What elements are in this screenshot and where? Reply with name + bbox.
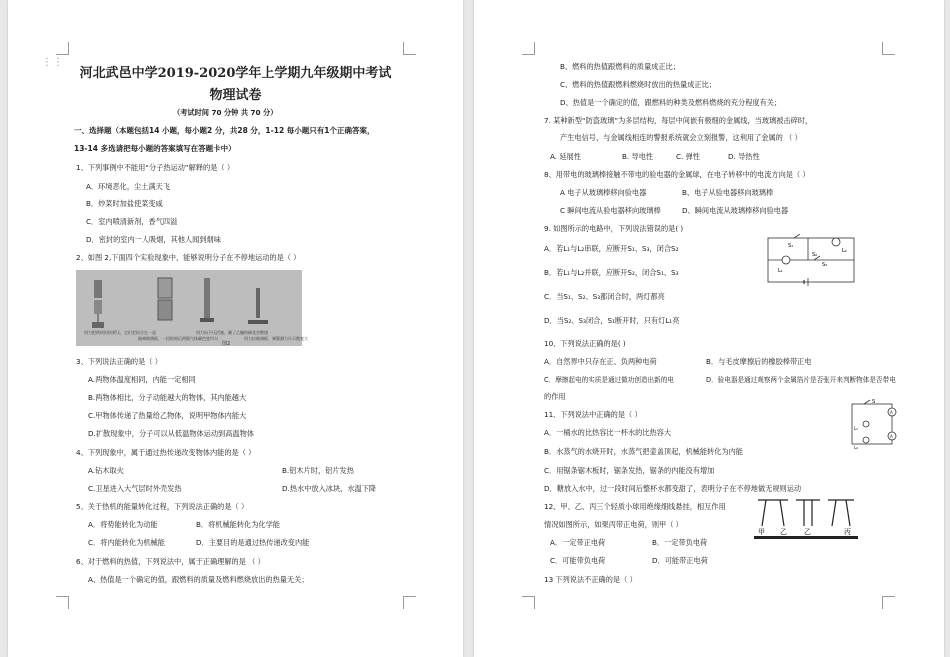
gas-bottle — [158, 300, 172, 320]
option-11b: B．水蒸气的水烧开时，水蒸气把壶盖顶起，机械能转化为内能 — [544, 447, 743, 456]
figure-caption: 用力拉玻璃板，弹簧测力计示数变大 — [244, 336, 308, 341]
circuit-label: L₂ — [854, 445, 858, 450]
crop-mark — [882, 596, 895, 609]
cylinder — [204, 278, 210, 320]
option-11d: D．糖放入水中，过一段时间后整杯水都变甜了，表明分子在不停地做无规则运动 — [544, 484, 802, 493]
option-3c: C.甲物体传递了热量给乙物体，说明甲物体内能大 — [88, 411, 247, 420]
thread — [832, 500, 836, 526]
option-6b: B、燃料的热值跟燃料的质量成正比； — [560, 62, 680, 71]
base — [754, 536, 858, 539]
question-8: 8、用带电的玻璃棒接触不带电的验电器的金属球，在电子转移中的电流方向是（ ） — [544, 170, 810, 179]
option-4d: D.热水中放入冰块，水温下降 — [282, 484, 377, 493]
question-2: 2、如图 2,下面四个实验现象中，能够说明分子在不停地运动的是（ ） — [76, 253, 301, 262]
option-10-cont: 的作用 — [544, 392, 566, 401]
option-7c: C. 弹性 — [676, 152, 700, 161]
option-4b: B.铝木片时，铝片发热 — [282, 466, 354, 475]
lamp-icon — [863, 437, 869, 443]
circuit-label: L₂ — [842, 248, 847, 254]
figure-caption: 用力向下压活塞，蘸了乙醚的棉花会燃烧 — [196, 330, 268, 335]
experiment-photo — [76, 270, 308, 347]
lead-block — [94, 280, 102, 298]
exam-title: 河北武邑中学2019-2020学年上学期九年级期中考试 — [79, 66, 392, 81]
option-5a: A．将势能转化为动能 — [88, 520, 158, 529]
option-1d: D．密封的室内一人吸烟，其他人闻到烟味 — [86, 235, 221, 244]
gas-bottle — [158, 278, 172, 298]
option-8b: B、电子从验电器移向玻璃棒 — [682, 188, 774, 197]
circuit-label: L₁ — [854, 426, 858, 431]
question-4: 4、下列现象中，属于通过热传递改变物体内能的是（ ） — [76, 448, 256, 457]
circuit-label: A — [890, 410, 893, 415]
circuit-label: A — [890, 434, 893, 439]
question-6: 6、对于燃料的热值，下列说法中，属于正确理解的是 （ ） — [76, 557, 265, 566]
question-7-cont: 产生电信号，与金属线相连的警报系统就会立刻报警，这利用了金属的 （ ） — [560, 133, 802, 142]
option-5d: D．主要目的是通过热传递改变内能 — [196, 538, 310, 547]
circuit-label: S₂ — [812, 252, 818, 258]
question-12: 12、甲、乙、丙三个轻质小球用绝缘细线悬挂，相互作用 — [544, 502, 726, 511]
option-3b: B.两物体相比，分子动能越大的物体，其内能越大 — [88, 393, 247, 402]
ball-label: 乙 — [804, 528, 811, 536]
figure-label: 图2 — [222, 341, 231, 347]
exam-info: （考试时间 70 分钟 共 70 分） — [173, 108, 278, 117]
option-5b: B．将机械能转化为化学能 — [196, 520, 280, 529]
option-12d: D．可能带正电荷 — [652, 556, 708, 565]
weight — [92, 322, 104, 328]
option-4c: C.卫星进入大气层时外壳发热 — [88, 484, 182, 493]
crop-mark — [882, 42, 895, 55]
thread — [846, 500, 850, 526]
question-9: 9. 如图所示的电路中，下列说法错误的是( ) — [544, 224, 684, 233]
option-1a: A．环境恶化，尘土满天飞 — [86, 182, 170, 191]
spring-scale — [256, 288, 260, 318]
circuit-label: L₁ — [778, 268, 783, 274]
option-8d: D、瞬间电流从玻璃棒移向验电器 — [682, 206, 789, 215]
option-12a: A．一定带正电荷 — [550, 538, 606, 547]
document-page-1 — [8, 0, 463, 657]
section-heading-cont: 13-14 多选请把每小题的答案填写在答题卡中） — [74, 144, 236, 153]
option-9d: D．当S₂、S₃闭合，S₁断开时，只有灯L₁亮 — [544, 316, 680, 325]
switch-icon — [794, 234, 800, 238]
option-10c: C．摩擦起电的实质是通过做功创造出新的电 — [544, 376, 674, 384]
option-3d: D.扩散现象中，分子可以从低温物体运动到高温物体 — [88, 429, 254, 438]
option-11a: A．一桶水的比热容比一杯水的比热容大 — [544, 428, 672, 437]
circuit-label: S₃ — [822, 262, 828, 268]
option-7b: B. 导电性 — [622, 152, 654, 161]
question-13: 13 下列说法不正确的是（ ） — [544, 575, 637, 584]
option-12c: C．可能带负电荷 — [550, 556, 606, 565]
question-3: 3、下列说法正确的是（ ） — [76, 357, 162, 366]
option-10a: A．自然界中只存在正、负两种电荷 — [544, 357, 657, 366]
option-9b: B．若L₁与L₂并联，应断开S₂，闭合S₁、S₃ — [544, 268, 679, 277]
ball-label: 甲 — [758, 528, 765, 536]
thread — [762, 500, 766, 526]
question-5: 5、关于热机的能量转化过程，下列说法正确的是（ ） — [76, 502, 249, 511]
crop-mark — [56, 596, 69, 609]
circuit-wire — [852, 404, 892, 444]
ball-label: 乙 — [780, 528, 787, 536]
crop-mark — [403, 42, 416, 55]
section-heading: 一、选择题（本题包括14 小题，每小题2 分，共28 分，1-12 每小题只有1个正确答案， — [74, 126, 375, 135]
question-1: 1、下列事例中不能用“分子热运动”解释的是（ ） — [76, 163, 235, 172]
question-7: 7. 某种新型“防盗玻璃”为多层结构，每层中间嵌有极细的金属线，当玻璃被击碎时， — [544, 116, 813, 125]
option-5c: C．将内能转化为机械能 — [88, 538, 165, 547]
option-9a: A．若L₁与L₂串联，应断开S₁、S₃，闭合S₂ — [544, 244, 679, 253]
lamp-icon — [782, 256, 790, 264]
ball-label: 丙 — [844, 528, 851, 536]
crop-mark — [403, 596, 416, 609]
switch-icon — [864, 400, 870, 404]
option-10b: B．与毛皮摩擦后的橡胶棒带正电 — [706, 357, 812, 366]
document-page-2 — [474, 0, 944, 657]
option-1b: B．炒菜时加盐使菜变咸 — [86, 199, 163, 208]
option-10d: D．验电器是通过观察两个金属箔片是否张开来判断物体是否带电 — [706, 376, 896, 384]
lead-block — [94, 300, 102, 314]
option-6c: C、燃料的热值跟燃料燃烧时放出的热量成正比； — [560, 80, 716, 89]
crop-mark — [522, 596, 535, 609]
exam-subtitle: 物理试卷 — [209, 88, 262, 103]
figure-caption: 用力把两块铅块紧压，它们会结合在一起 — [84, 330, 156, 335]
glass-plate — [248, 320, 268, 324]
circuit-label: S — [872, 399, 876, 405]
option-12b: B．一定带负电荷 — [652, 538, 708, 547]
thread — [780, 500, 784, 526]
option-6a: A、热值是一个确定的值，跟燃料的质量及燃料燃烧放出的热量无关； — [88, 575, 309, 584]
option-3a: A.两物体温度相同，内能一定相同 — [88, 375, 196, 384]
option-8a: A 电子从玻璃棒移向验电器 — [560, 188, 647, 197]
circuit-diagram-q11 — [846, 396, 902, 452]
question-11: 11、下列说法中正确的是（ ） — [544, 410, 642, 419]
circuit-label: S₁ — [788, 243, 794, 249]
option-4a: A.钻木取火 — [88, 466, 124, 475]
figure-caption: 抽离玻璃板，一段时间后两瓶气体颜色变均匀 — [138, 336, 218, 341]
cylinder-base — [200, 318, 214, 322]
option-8c: C 瞬间电流从验电器移向玻璃棒 — [560, 206, 661, 215]
option-9c: C．当S₁、S₂、S₃都闭合时，两灯都亮 — [544, 292, 665, 301]
hanging-balls-diagram — [754, 496, 860, 542]
question-12-cont: 情况如图所示，如果丙带正电荷，则甲（ ） — [544, 520, 683, 529]
question-10: 10、下列说法正确的是( ) — [544, 339, 626, 348]
option-7a: A. 延展性 — [550, 152, 581, 161]
option-7d: D. 导热性 — [728, 152, 760, 161]
lamp-icon — [863, 421, 869, 427]
lamp-icon — [832, 238, 840, 246]
drag-handle-icon[interactable]: ⋮⋮ — [42, 57, 64, 68]
crop-mark — [56, 42, 69, 55]
option-11c: C．用锯条锯木板时，锯条发热，锯条的内能没有增加 — [544, 466, 715, 475]
circuit-diagram-q9 — [764, 234, 860, 288]
option-6d: D、热值是一个确定的值，跟燃料的种类及燃料燃烧的充分程度有关； — [560, 98, 782, 107]
crop-mark — [522, 42, 535, 55]
option-1c: C．室内喷清新剂，香气四溢 — [86, 217, 178, 226]
